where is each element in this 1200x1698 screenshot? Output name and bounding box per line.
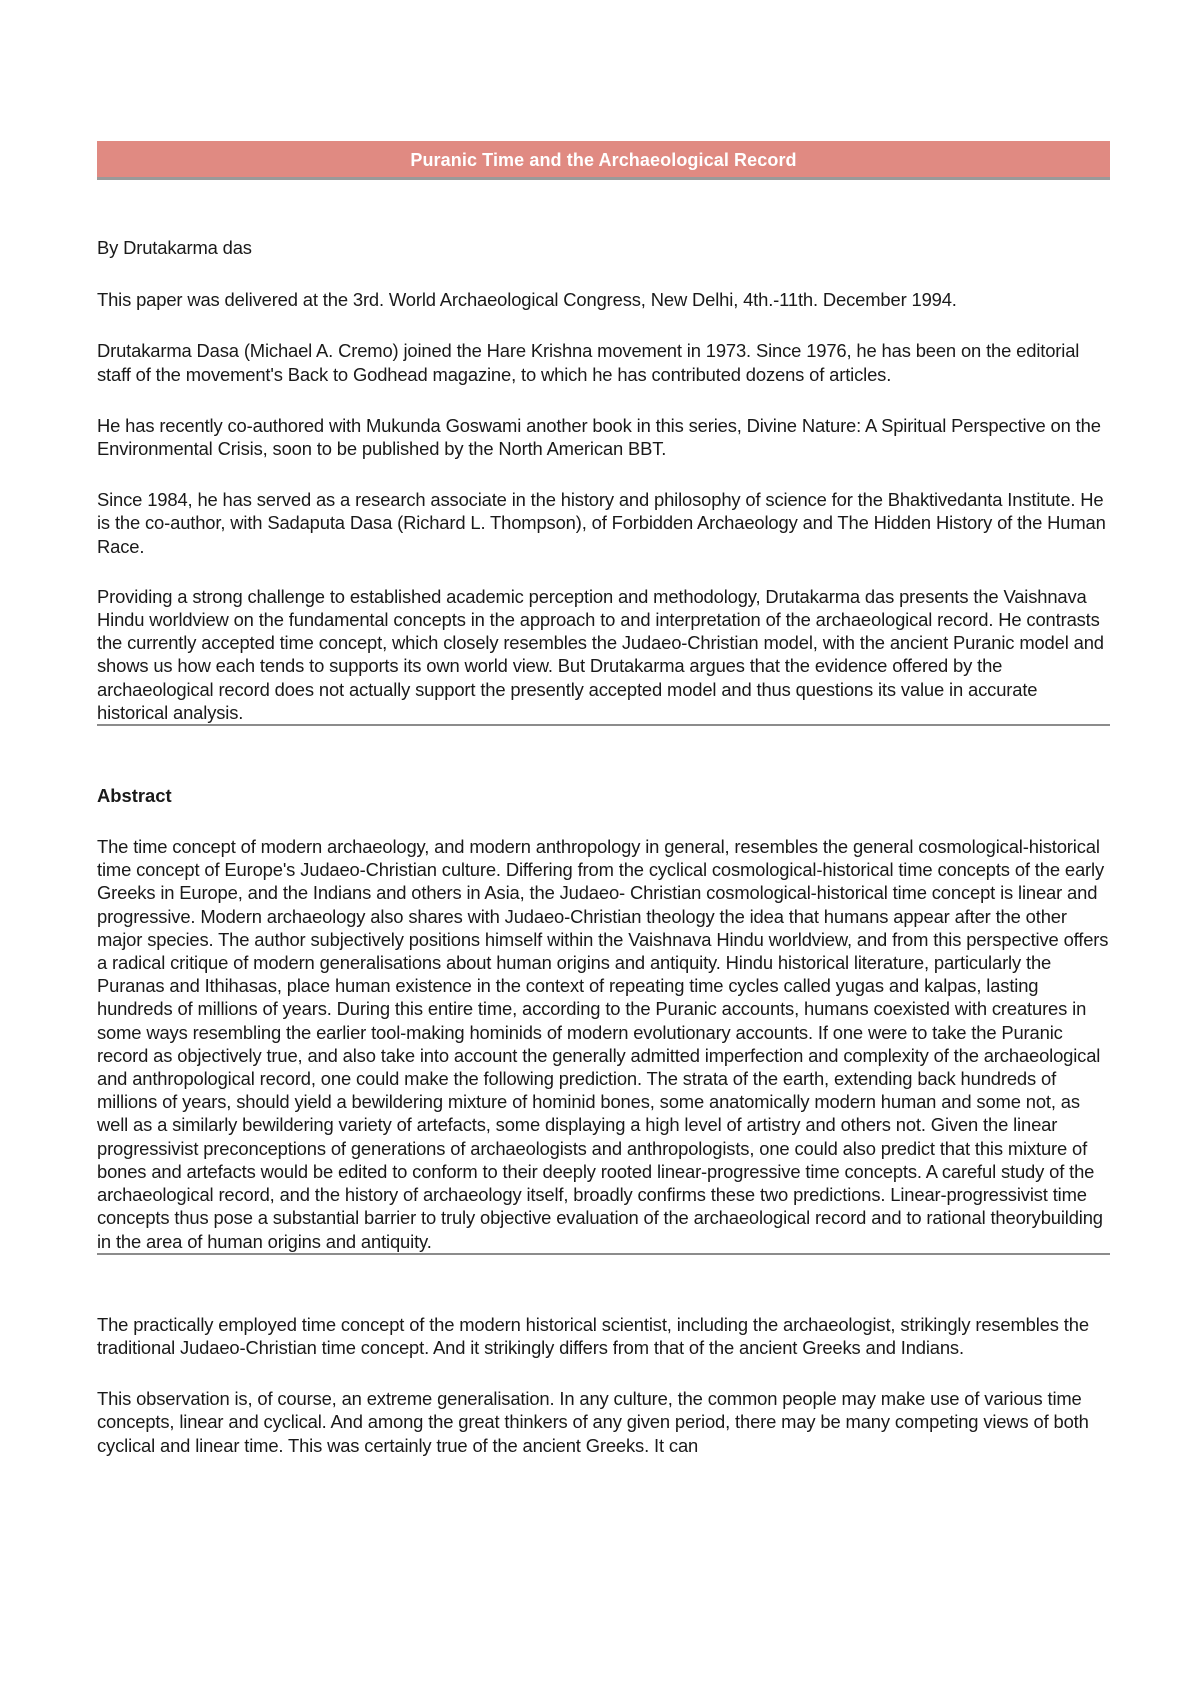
document-title: Puranic Time and the Archaeological Record (410, 150, 797, 170)
delivered-note: This paper was delivered at the 3rd. World Archaeological Congress, New Delhi, 4th.-11th. December 1994. (97, 289, 957, 311)
abstract-paragraph: The time concept of modern archaeology, and modern anthropology in general, resembles the general cosmological-historical time concept of Europe's Judaeo-Christian culture. Differing from the cyclical cosmological-historical time concepts of the early Greeks in Europe, and the Indians and others in Asia, the Judaeo- Christian cosmological-historical time concept is linear and progressive. Modern archaeology also shares with Judaeo-Christian theology the idea that humans appear after the other major species. The author subjectively positions himself within the Vaishnava Hindu worldview, and from this perspective offers a radical critique of modern generalisations about human origins and antiquity. Hindu historical literature, particularly the Puranas and Ithihasas, place human existence in the context of repeating time cycles called yugas and kalpas, lasting hundreds of millions of years. During this entire time, according to the Puranic accounts, humans coexisted with creatures in some ways resembling the earlier tool-making hominids of modern evolutionary accounts. If one were to take the Puranic record as objectively true, and also take into account the generally admitted imperfection and complexity of the archaeological and anthropological record, one could make the following prediction. The strata of the earth, extending back hundreds of millions of years, should yield a bewildering mixture of hominid bones, some anatomically modern human and some not, as well as a similarly bewildering variety of artefacts, some displaying a high level of artistry and others not. Given the linear progressivist preconceptions of generations of archaeologists and anthropologists, one could also predict that this mixture of bones and artefacts would be edited to conform to their deeply rooted linear-progressive time concepts. A careful study of the archaeological record, and the history of archaeology itself, broadly confirms these two predictions. Linear-progressivist time concepts thus pose a substantial barrier to truly objective evaluation of the archaeological record and to rational theorybuilding in the area of human origins and antiquity. (97, 836, 1109, 1252)
intro-paragraph: He has recently co-authored with Mukunda Goswami another book in this series, Divine Nature: A Spiritual Perspective on the Environmental Crisis, soon to be published by the North American BBT. (97, 414, 1101, 460)
document-title-bar (97, 141, 1110, 180)
section-divider (97, 1253, 1110, 1255)
body-paragraph: The practically employed time concept of the modern historical scientist, including the archaeologist, strikingly resembles the traditional Judaeo-Christian time concept. And it strikingly differs from that of the ancient Greeks and Indians. (97, 1313, 1089, 1358)
intro-paragraph: Drutakarma Dasa (Michael A. Cremo) joined the Hare Krishna movement in 1973. Since 1976, he has been on the editorial staff of the movement's Back to Godhead magazine, to which he has contributed dozens of articles. (97, 340, 1080, 385)
byline: By Drutakarma das (97, 237, 252, 258)
intro-paragraph: Providing a strong challenge to established academic perception and methodology, Drutakarma das presents the Vaishnava Hindu worldview on the fundamental concepts in the approach to and interpretation of the archaeological record. He contrasts the currently accepted time concept, which closely resembles the Judaeo-Christian model, with the ancient Puranic model and shows us how each tends to supports its own world view. But Drutakarma argues that the evidence offered by the archaeological record does not actually support the presently accepted model and thus questions its value in accurate historical analysis. (97, 585, 1104, 723)
abstract-heading: Abstract (97, 785, 172, 807)
intro-paragraph: Since 1984, he has served as a research associate in the history and philosophy of science for the Bhaktivedanta Institute. He is the co-author, with Sadaputa Dasa (Richard L. Thompson), of Forbidden Archaeology and The Hidden History of the Human Race. (97, 489, 1106, 557)
document-page (97, 141, 1110, 1457)
section-divider (97, 724, 1110, 726)
body-paragraph: This observation is, of course, an extreme generalisation. In any culture, the common people may make use of various time concepts, linear and cyclical. And among the great thinkers of any given period, there may be many competing views of both cyclical and linear time. This was certainly true of the ancient Greeks. It can (97, 1388, 1089, 1456)
